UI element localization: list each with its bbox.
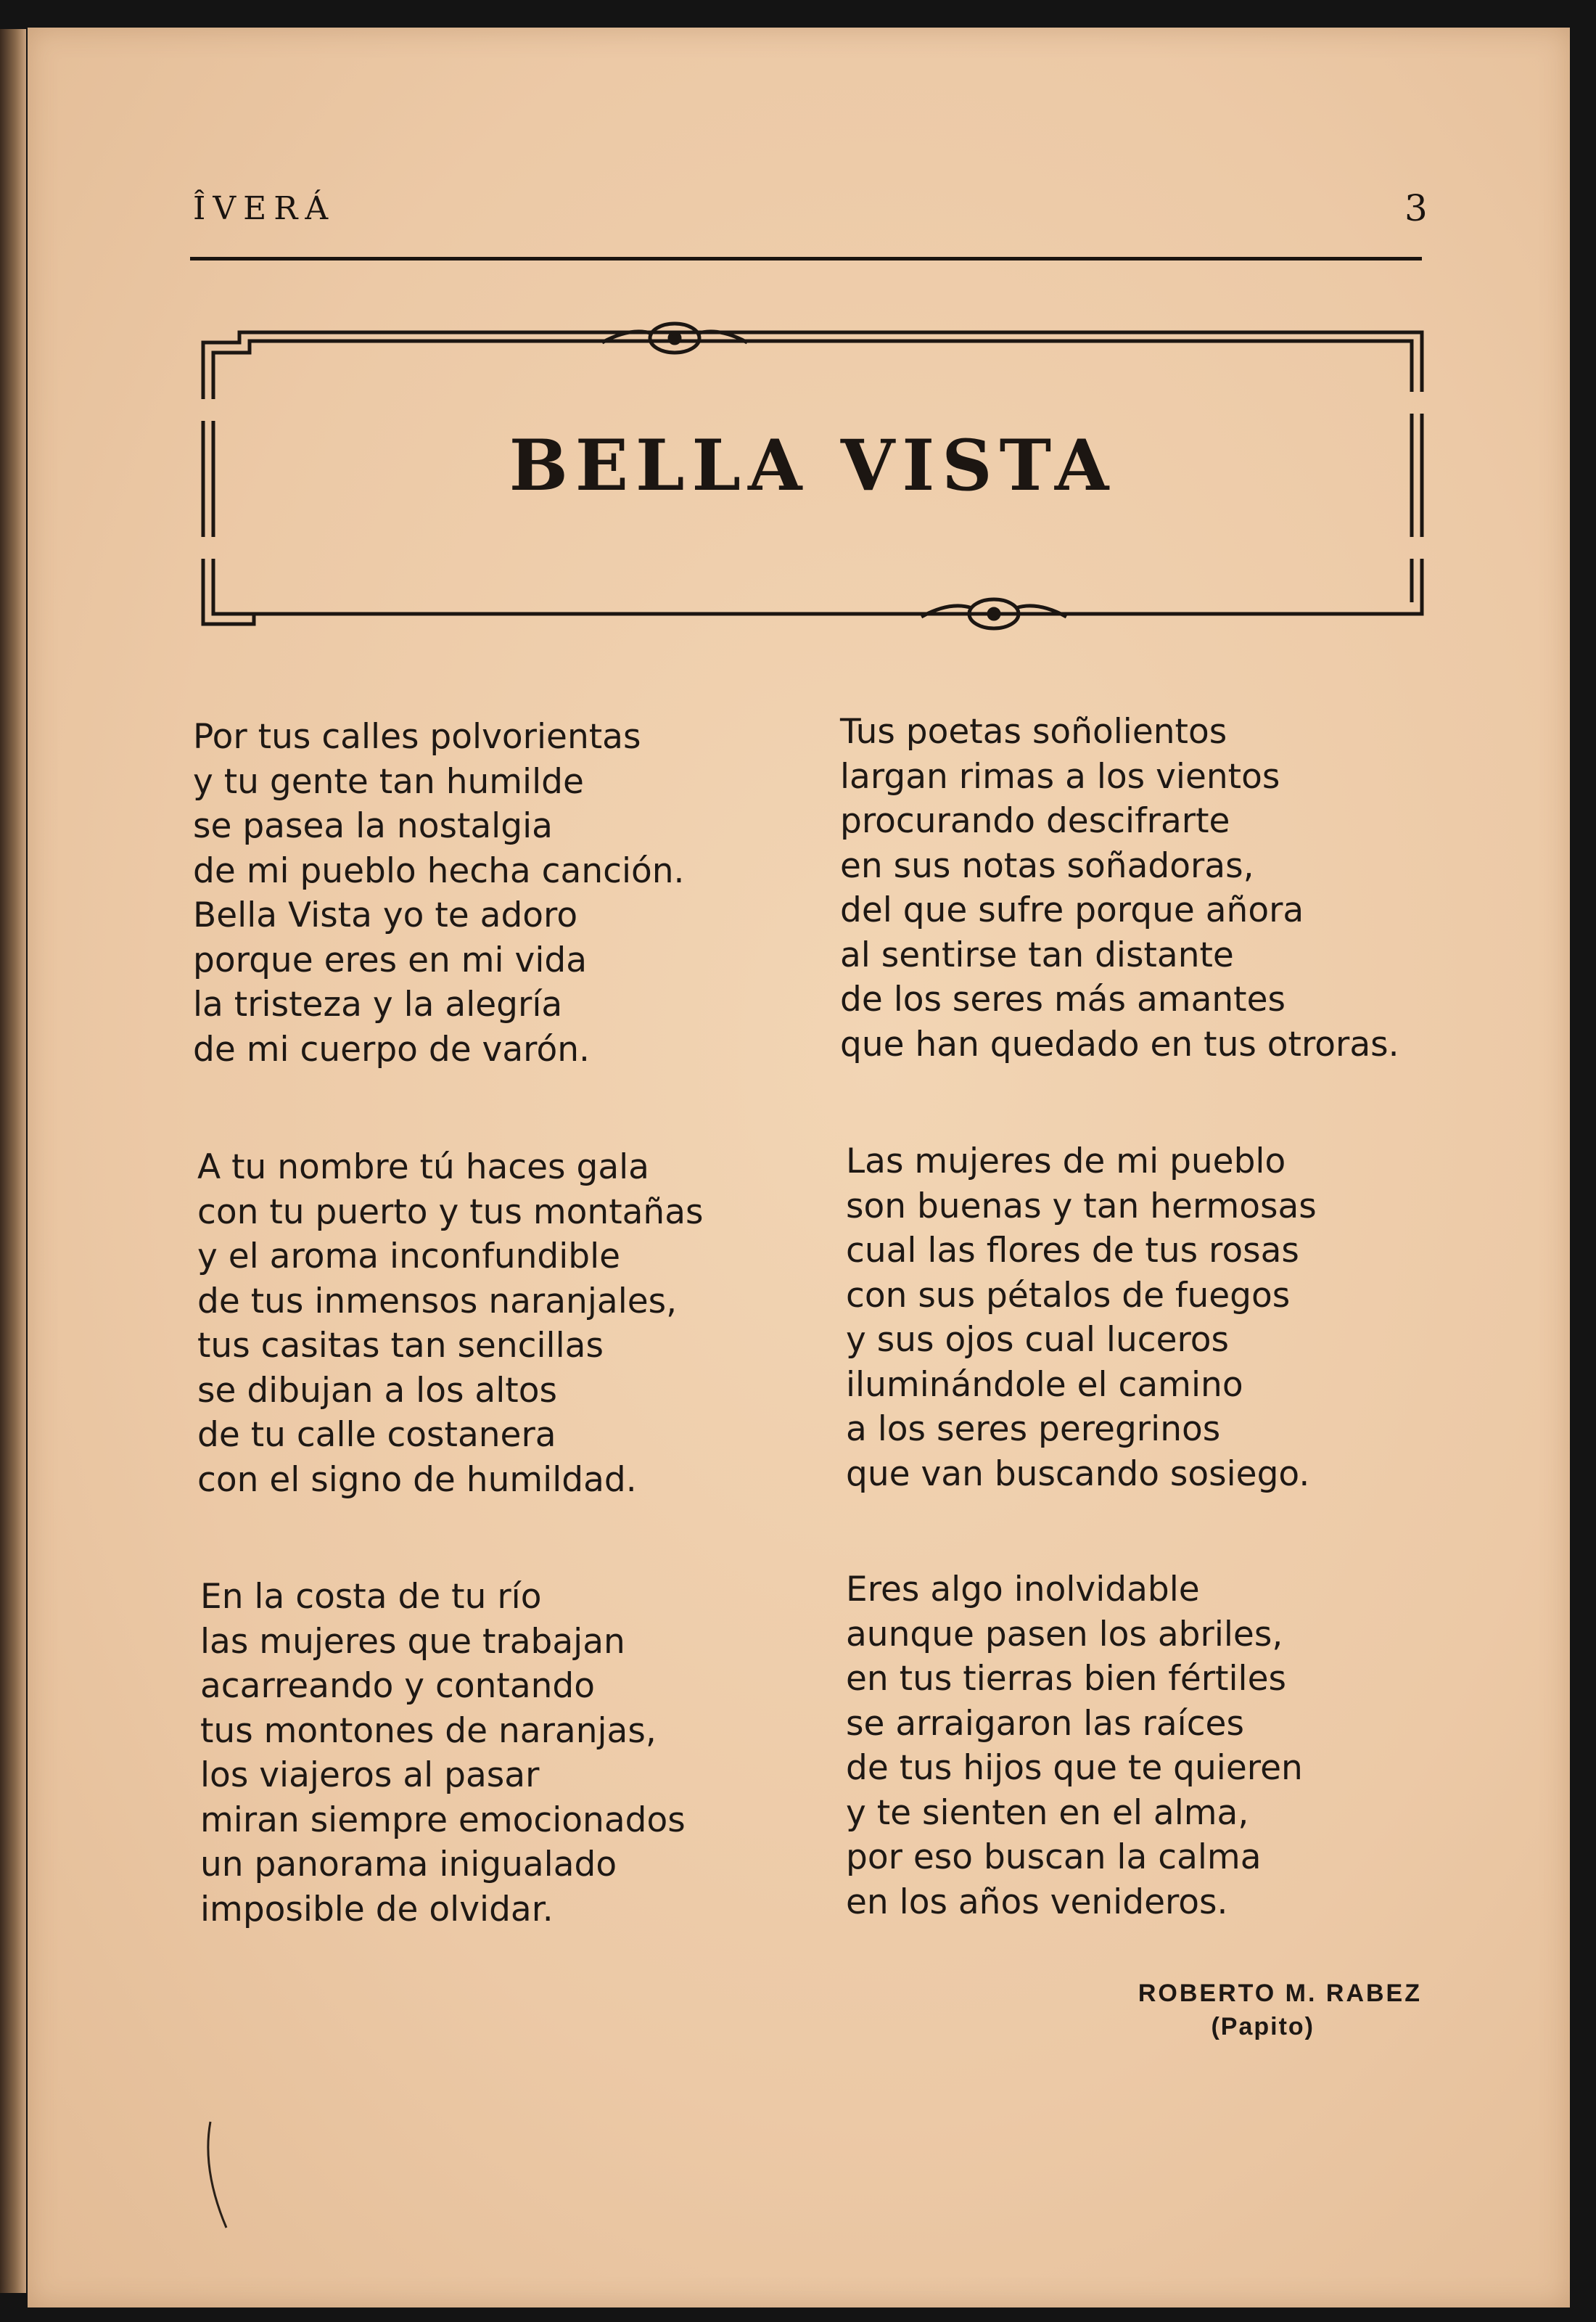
verse-line: la tristeza y la alegría: [193, 985, 563, 1025]
paper-mark-stroke: [200, 2119, 244, 2235]
verse-line: miran siempre emocionados: [200, 1800, 686, 1840]
verse-line: y el aroma inconfundible: [197, 1236, 621, 1276]
verse-line: Eres algo inolvidable: [846, 1570, 1200, 1609]
verse-line: se pasea la nostalgia: [193, 806, 553, 846]
verse-line: y tu gente tan humilde: [193, 761, 584, 802]
verse-line: A tu nombre tú haces gala: [197, 1147, 649, 1187]
verse-line: aunque pasen los abriles,: [846, 1614, 1283, 1654]
verse-line: del que sufre porque añora: [840, 890, 1304, 930]
verse-line: las mujeres que trabajan: [200, 1621, 625, 1662]
stanza-left-2: [197, 1145, 792, 1502]
verse-line: procurando descifrarte: [840, 801, 1230, 841]
verse-line: Por tus calles polvorientas: [193, 717, 641, 757]
author-nickname: (Papito): [1211, 2013, 1315, 2040]
verse-line: en tus tierras bien fértiles: [846, 1659, 1287, 1699]
poem-title: BELLA VISTA: [509, 424, 1116, 506]
verse-line: de los seres más amantes: [840, 980, 1286, 1020]
verse-line: Tus poetas soñolientos: [840, 712, 1227, 752]
verse-line: al sentirse tan distante: [840, 935, 1234, 975]
verse-line: en los años venideros.: [846, 1882, 1228, 1922]
stanza-right-3: [846, 1567, 1441, 1924]
verse-line: los viajeros al pasar: [200, 1755, 540, 1795]
verse-line: por eso buscan la calma: [846, 1837, 1262, 1877]
verse-line: que van buscando sosiego.: [846, 1453, 1310, 1494]
frame-top-line-inner: [213, 341, 1412, 399]
verse-line: con el signo de humildad.: [197, 1459, 637, 1500]
verse-line: acarreando y contando: [200, 1666, 596, 1706]
verse-line: de tus hijos que te quieren: [846, 1748, 1303, 1788]
verse-line: a los seres peregrinos: [846, 1409, 1221, 1449]
book-spine-shadow: [0, 29, 26, 2293]
stanza-left-3: [200, 1575, 795, 1932]
page-number: 3: [1404, 187, 1428, 229]
verse-line: de mi pueblo hecha canción.: [193, 850, 685, 891]
verse-line: tus casitas tan sencillas: [197, 1326, 604, 1366]
verse-line: con sus pétalos de fuegos: [846, 1275, 1291, 1316]
verse-line: porque eres en mi vida: [193, 940, 588, 980]
verse-line: En la costa de tu río: [200, 1577, 542, 1617]
header-rule: [190, 257, 1422, 260]
verse-line: se arraigaron las raíces: [846, 1703, 1244, 1744]
verse-line: y te sienten en el alma,: [846, 1792, 1249, 1833]
verse-line: y sus ojos cual luceros: [846, 1320, 1230, 1360]
running-title: ÎVERÁ: [193, 190, 336, 227]
verse-line: iluminándole el camino: [846, 1364, 1243, 1405]
verse-line: cual las flores de tus rosas: [846, 1231, 1299, 1271]
verse-line: que han quedado en tus otroras.: [840, 1024, 1399, 1064]
stanza-right-2: [846, 1139, 1441, 1496]
verse-line: son buenas y tan hermosas: [846, 1186, 1317, 1226]
frame-bottom-line-inner: [213, 559, 1412, 614]
verse-line: se dibujan a los altos: [197, 1370, 557, 1411]
top-ornament-medallion-icon: [602, 324, 747, 353]
stanza-left-1: [193, 715, 788, 1072]
verse-line: imposible de olvidar.: [200, 1889, 554, 1929]
verse-line: de tus inmensos naranjales,: [197, 1281, 678, 1321]
author-name: ROBERTO M. RABEZ: [1138, 1980, 1422, 2007]
verse-line: con tu puerto y tus montañas: [197, 1191, 704, 1232]
verse-line: largan rimas a los vientos: [840, 756, 1280, 797]
verse-line: tus montones de naranjas,: [200, 1710, 657, 1751]
verse-line: Bella Vista yo te adoro: [193, 895, 578, 935]
frame-bottom-line-outer: [203, 559, 1422, 624]
verse-line: en sus notas soñadoras,: [840, 845, 1254, 886]
stanza-right-1: [840, 710, 1435, 1067]
verse-line: de tu calle costanera: [197, 1415, 556, 1455]
verse-line: un panorama inigualado: [200, 1845, 617, 1884]
verse-line: Las mujeres de mi pueblo: [846, 1141, 1286, 1181]
verse-line: de mi cuerpo de varón.: [193, 1029, 590, 1070]
